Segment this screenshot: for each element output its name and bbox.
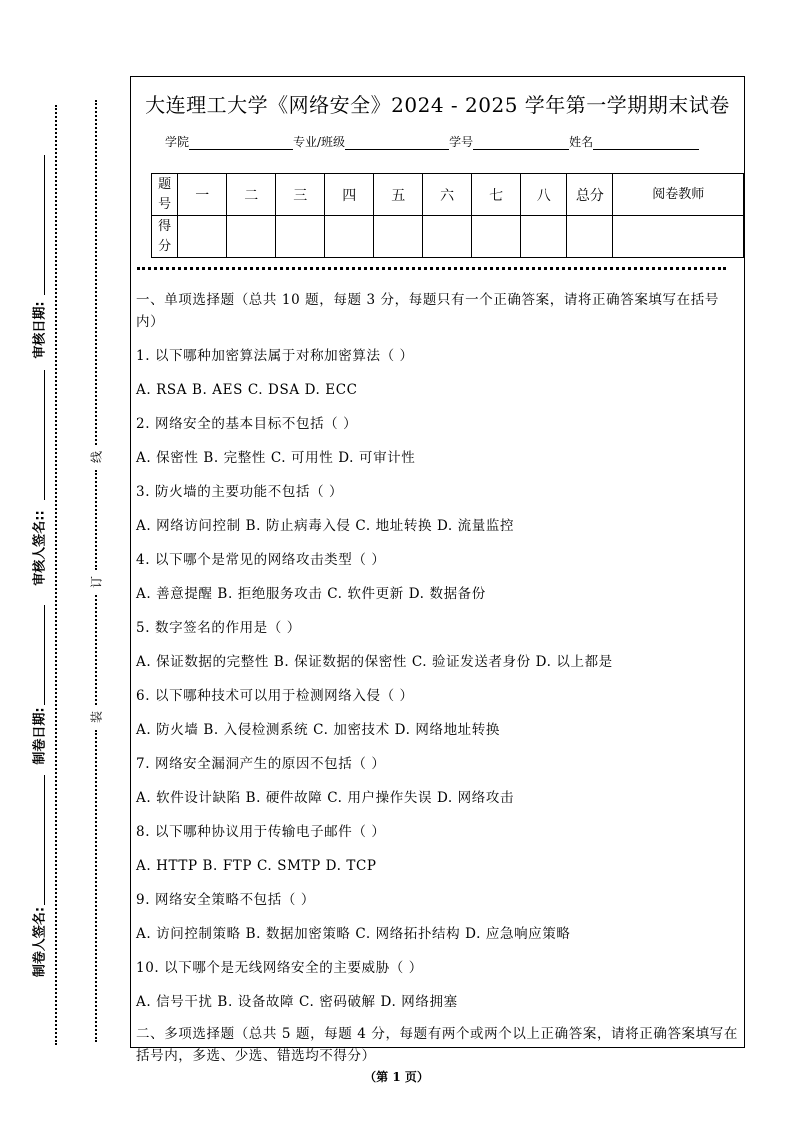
college-label: 学院 xyxy=(165,135,190,149)
student-id-label: 学号 xyxy=(449,135,474,149)
review-date-line xyxy=(44,155,46,295)
question-10-options: A. 信号干扰 B. 设备故障 C. 密码破解 D. 网络拥塞 xyxy=(136,994,458,1010)
student-info-row xyxy=(165,133,699,150)
reviewer-signature-label: 审核人签名:: xyxy=(32,510,48,586)
question-7: 7. 网络安全漏洞产生的原因不包括（ ） xyxy=(136,756,386,772)
question-6-options: A. 防火墙 B. 入侵检测系统 C. 加密技术 D. 网络地址转换 xyxy=(136,722,500,738)
binding-dotted-line-3 xyxy=(95,595,97,705)
score-cell-8[interactable] xyxy=(521,216,567,258)
score-table xyxy=(151,173,744,258)
question-6: 6. 以下哪种技术可以用于检测网络入侵（ ） xyxy=(136,688,414,704)
review-date-label: 审核日期: xyxy=(32,301,48,359)
question-4: 4. 以下哪个是常见的网络攻击类型（ ） xyxy=(136,552,386,568)
score-cell-3[interactable] xyxy=(276,216,325,258)
question-2: 2. 网络安全的基本目标不包括（ ） xyxy=(136,416,358,432)
score-table-header-row xyxy=(152,174,744,216)
binding-dotted-line-4 xyxy=(95,730,97,1042)
score-cell-total[interactable] xyxy=(567,216,613,258)
binding-char-zhuang: 装 xyxy=(89,710,104,724)
question-1-options: A. RSA B. AES C. DSA D. ECC xyxy=(136,382,358,398)
question-4-options: A. 善意提醒 B. 拒绝服务攻击 C. 软件更新 D. 数据备份 xyxy=(136,586,486,602)
score-table-score-row xyxy=(152,216,744,258)
score-col-8: 八 xyxy=(521,174,567,216)
score-cell-7[interactable] xyxy=(472,216,521,258)
header-dotted-separator xyxy=(137,267,726,270)
binding-char-xian: 线 xyxy=(89,450,104,464)
binding-dotted-line-1 xyxy=(95,100,97,445)
question-1: 1. 以下哪种加密算法属于对称加密算法（ ） xyxy=(136,348,414,364)
major-class-field[interactable] xyxy=(345,137,449,150)
score-col-1: 一 xyxy=(178,174,227,216)
exam-content xyxy=(136,289,740,1067)
question-5-options: A. 保证数据的完整性 B. 保证数据的保密性 C. 验证发送者身份 D. 以上都是 xyxy=(136,654,613,670)
question-2-options: A. 保密性 B. 完整性 C. 可用性 D. 可审计性 xyxy=(136,450,416,466)
paper-date-line xyxy=(44,605,46,705)
name-field[interactable] xyxy=(593,137,699,150)
student-id-field[interactable] xyxy=(473,137,569,150)
binding-char-ding: 订 xyxy=(89,575,104,589)
reviewer-label: 阅卷教师 xyxy=(613,174,744,216)
binding-dotted-line-2 xyxy=(95,470,97,570)
reviewer-signature-cell[interactable] xyxy=(613,216,744,258)
outer-binding-dotted-line xyxy=(55,105,57,1045)
question-8: 8. 以下哪种协议用于传输电子邮件（ ） xyxy=(136,824,386,840)
paper-date-label: 制卷日期: xyxy=(32,707,48,765)
name-label: 姓名 xyxy=(569,135,594,149)
exam-title: 大连理工大学《网络安全》2024 - 2025 学年第一学期期末试卷 xyxy=(145,93,730,117)
score-col-total: 总分 xyxy=(567,174,613,216)
score-col-7: 七 xyxy=(472,174,521,216)
paper-maker-signature-label: 制卷人签名: xyxy=(32,906,48,978)
question-number-label: 题号 xyxy=(152,174,178,216)
score-col-5: 五 xyxy=(374,174,423,216)
major-class-label: 专业/班级 xyxy=(293,135,346,149)
score-cell-1[interactable] xyxy=(178,216,227,258)
score-label: 得分 xyxy=(152,216,178,258)
section2-heading: 二、多项选择题（总共 5 题，每题 4 分，每题有两个或两个以上正确答案，请将正确答案填写在括号内，多选、少选、错选均不得分） xyxy=(136,1026,738,1064)
college-field[interactable] xyxy=(189,137,293,150)
score-cell-2[interactable] xyxy=(227,216,276,258)
question-9-options: A. 访问控制策略 B. 数据加密策略 C. 网络拓扑结构 D. 应急响应策略 xyxy=(136,926,571,942)
reviewer-signature-line xyxy=(44,370,46,500)
score-cell-6[interactable] xyxy=(423,216,472,258)
question-5: 5. 数字签名的作用是（ ） xyxy=(136,620,301,636)
section1-heading: 一、单项选择题（总共 10 题，每题 3 分，每题只有一个正确答案，请将正确答案填写在括号内） xyxy=(136,292,719,330)
question-10: 10. 以下哪个是无线网络安全的主要威胁（ ） xyxy=(136,960,423,976)
exam-frame xyxy=(130,76,745,1064)
score-col-6: 六 xyxy=(423,174,472,216)
score-col-3: 三 xyxy=(276,174,325,216)
score-cell-4[interactable] xyxy=(325,216,374,258)
question-3-options: A. 网络访问控制 B. 防止病毒入侵 C. 地址转换 D. 流量监控 xyxy=(136,518,515,534)
page-number: （第 1 页） xyxy=(364,1070,429,1084)
score-col-4: 四 xyxy=(325,174,374,216)
question-9: 9. 网络安全策略不包括（ ） xyxy=(136,892,315,908)
score-cell-5[interactable] xyxy=(374,216,423,258)
question-8-options: A. HTTP B. FTP C. SMTP D. TCP xyxy=(136,858,377,874)
paper-maker-signature-line xyxy=(44,775,46,905)
question-7-options: A. 软件设计缺陷 B. 硬件故障 C. 用户操作失误 D. 网络攻击 xyxy=(136,790,515,806)
question-3: 3. 防火墙的主要功能不包括（ ） xyxy=(136,484,344,500)
score-col-2: 二 xyxy=(227,174,276,216)
